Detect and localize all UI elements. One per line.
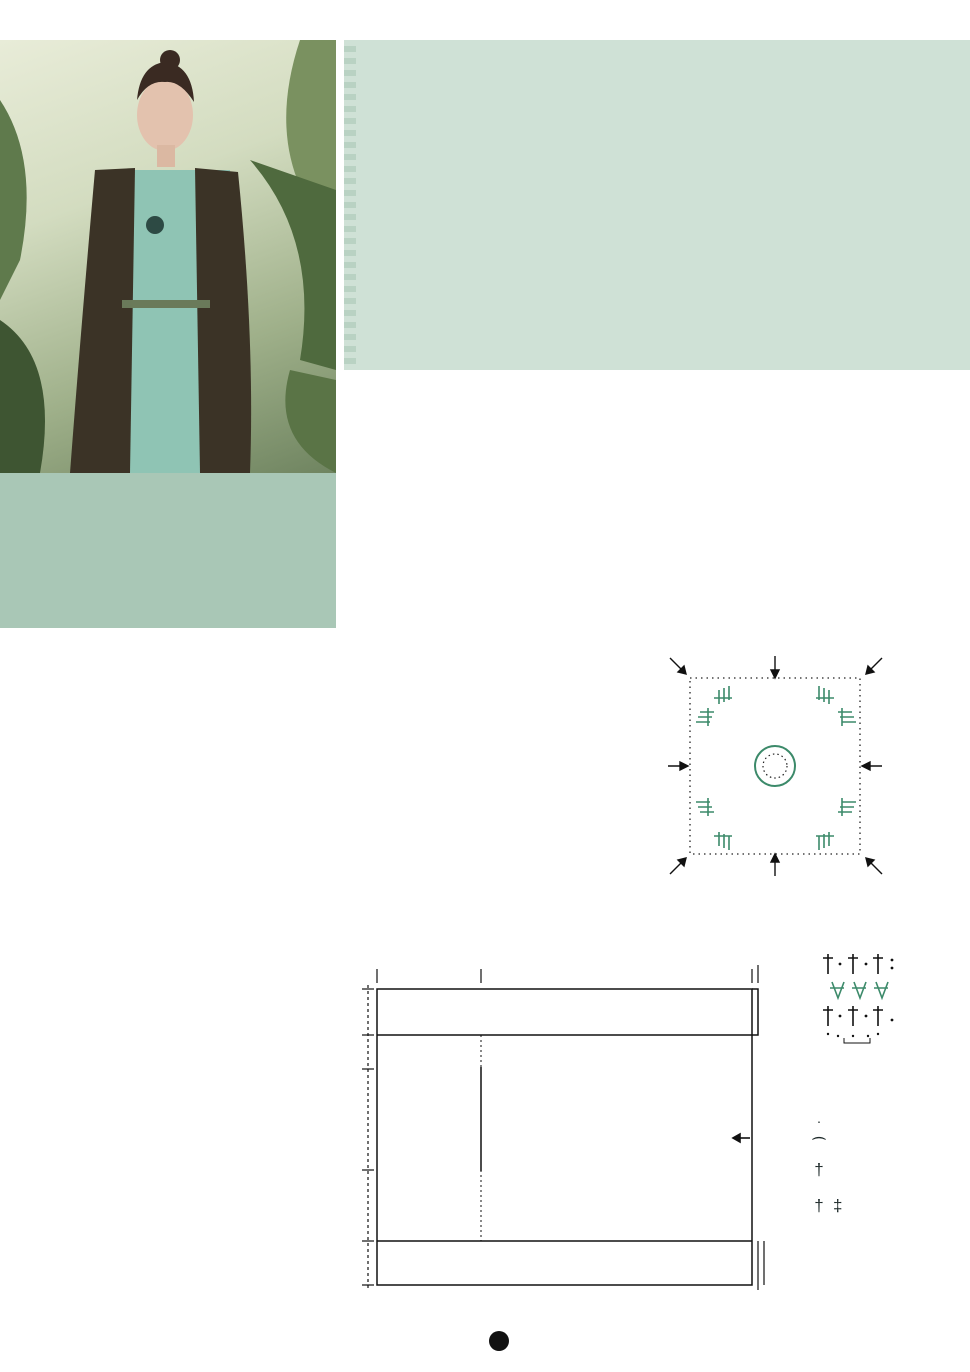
top-dimension-line: [377, 965, 758, 983]
double-crochet-icon: †: [814, 1160, 824, 1179]
legend-cluster-symbols: [812, 1196, 846, 1217]
page-number: [489, 1331, 509, 1351]
crochet-chart-2: [664, 652, 886, 880]
pattern-schematic: [340, 955, 800, 1325]
right-edge-top: [752, 989, 758, 1035]
chart2-outer-dots: [690, 678, 860, 854]
legend-luftmasche: [812, 1112, 826, 1132]
direction-arrow: [733, 1134, 750, 1142]
zigzag-edge: [344, 40, 356, 370]
model-photo: [0, 40, 336, 473]
model-photo-illustration: [0, 40, 336, 473]
crochet-chart-1: [808, 944, 918, 1054]
chart1-row2: [830, 982, 888, 998]
left-dimension-line: [362, 985, 374, 1290]
chart2-corner-clusters: [696, 686, 856, 850]
chart2-center-ring: [755, 746, 795, 786]
info-box: [344, 40, 970, 370]
arc-icon: ⌒: [812, 1137, 826, 1152]
cluster-3-icon: ‡: [833, 1196, 843, 1215]
dot-icon: ·: [816, 1114, 822, 1129]
legend-staebchen: [812, 1160, 826, 1181]
title-box: [0, 473, 336, 628]
legend-kettmasche: [812, 1135, 826, 1155]
cluster-2-icon: †: [814, 1196, 824, 1215]
